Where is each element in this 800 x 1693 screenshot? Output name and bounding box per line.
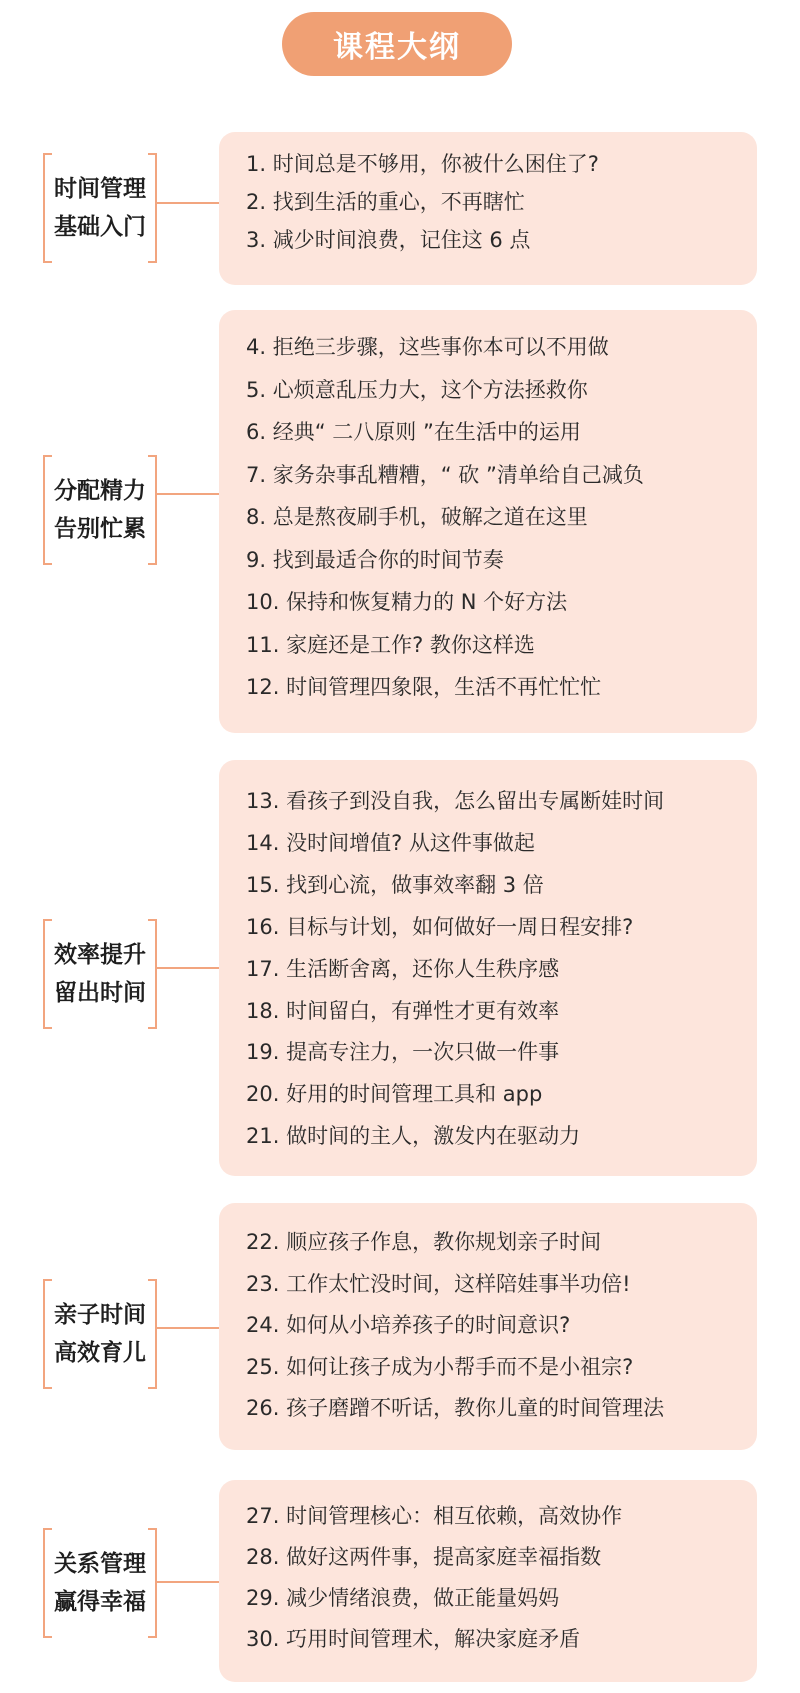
lesson-item: 3. 减少时间浪费，记住这 6 点 <box>246 228 531 252</box>
section-label <box>43 919 157 1029</box>
section-label <box>43 1279 157 1389</box>
section-label-line: 基础入门 <box>54 214 146 240</box>
lesson-item: 16. 目标与计划，如何做好一周日程安排? <box>246 914 634 939</box>
lesson-card <box>219 1480 757 1682</box>
section-label-line: 高效育儿 <box>54 1340 146 1366</box>
lesson-item: 4. 拒绝三步骤，这些事你本可以不用做 <box>246 335 609 359</box>
section-label <box>43 455 157 565</box>
lesson-item: 25. 如何让孩子成为小帮手而不是小祖宗? <box>246 1354 634 1379</box>
lesson-item: 13. 看孩子到没自我，怎么留出专属断娃时间 <box>246 789 665 813</box>
lesson-item: 14. 没时间增值? 从这件事做起 <box>246 830 535 855</box>
lesson-item: 18. 时间留白，有弹性才更有效率 <box>246 998 560 1023</box>
connector-line <box>157 1581 219 1583</box>
section-label-line: 分配精力 <box>54 478 146 504</box>
lesson-item: 26. 孩子磨蹭不听话，教你儿童的时间管理法 <box>246 1396 665 1420</box>
lesson-item: 1. 时间总是不够用，你被什么困住了? <box>246 152 599 176</box>
lesson-item: 28. 做好这两件事，提高家庭幸福指数 <box>246 1545 602 1569</box>
lesson-item: 5. 心烦意乱压力大，这个方法拯救你 <box>246 377 588 402</box>
connector-line <box>157 493 219 495</box>
lesson-item: 17. 生活断舍离，还你人生秩序感 <box>246 956 560 981</box>
lesson-item: 21. 做时间的主人，激发内在驱动力 <box>246 1124 581 1149</box>
lesson-card <box>219 310 757 733</box>
lesson-item: 27. 时间管理核心：相互依赖，高效协作 <box>246 1504 623 1528</box>
section-label-line: 亲子时间 <box>54 1302 146 1328</box>
lesson-item: 22. 顺应孩子作息，教你规划亲子时间 <box>246 1230 602 1254</box>
section-label-line: 留出时间 <box>54 980 146 1006</box>
section-label-line: 关系管理 <box>54 1551 146 1577</box>
section-label-line: 时间管理 <box>54 176 146 202</box>
lesson-card <box>219 1203 757 1450</box>
lesson-card <box>219 132 757 285</box>
lesson-item: 15. 找到心流，做事效率翻 3 倍 <box>246 872 544 897</box>
section-label-line: 赢得幸福 <box>54 1589 146 1615</box>
lesson-item: 12. 时间管理四象限，生活不再忙忙忙 <box>246 675 602 699</box>
section-label <box>43 153 157 263</box>
lesson-item: 11. 家庭还是工作? 教你这样选 <box>246 632 535 657</box>
lesson-item: 9. 找到最适合你的时间节奏 <box>246 547 504 572</box>
lesson-item: 19. 提高专注力，一次只做一件事 <box>246 1040 560 1065</box>
page-title: 课程大纲 <box>333 30 461 65</box>
lesson-item: 7. 家务杂事乱糟糟，“ 砍 ”清单给自己减负 <box>246 462 644 487</box>
connector-line <box>157 1327 219 1329</box>
section-label-line: 告别忙累 <box>54 516 146 542</box>
lesson-item: 24. 如何从小培养孩子的时间意识? <box>246 1313 571 1337</box>
lesson-item: 6. 经典“ 二八原则 ”在生活中的运用 <box>246 420 581 444</box>
lesson-item: 8. 总是熬夜刷手机，破解之道在这里 <box>246 505 588 529</box>
lesson-item: 10. 保持和恢复精力的 N 个好方法 <box>246 590 568 614</box>
title-pill <box>282 12 512 76</box>
lesson-card <box>219 760 757 1176</box>
lesson-item: 20. 好用的时间管理工具和 app <box>246 1082 543 1107</box>
lesson-item: 30. 巧用时间管理术，解决家庭矛盾 <box>246 1627 581 1651</box>
lesson-item: 23. 工作太忙没时间，这样陪娃事半功倍! <box>246 1271 631 1296</box>
section-label-line: 效率提升 <box>54 942 146 968</box>
connector-line <box>157 967 219 969</box>
section-label <box>43 1528 157 1638</box>
lesson-item: 29. 减少情绪浪费，做正能量妈妈 <box>246 1586 560 1610</box>
connector-line <box>157 202 219 204</box>
lesson-item: 2. 找到生活的重心，不再瞎忙 <box>246 190 525 214</box>
